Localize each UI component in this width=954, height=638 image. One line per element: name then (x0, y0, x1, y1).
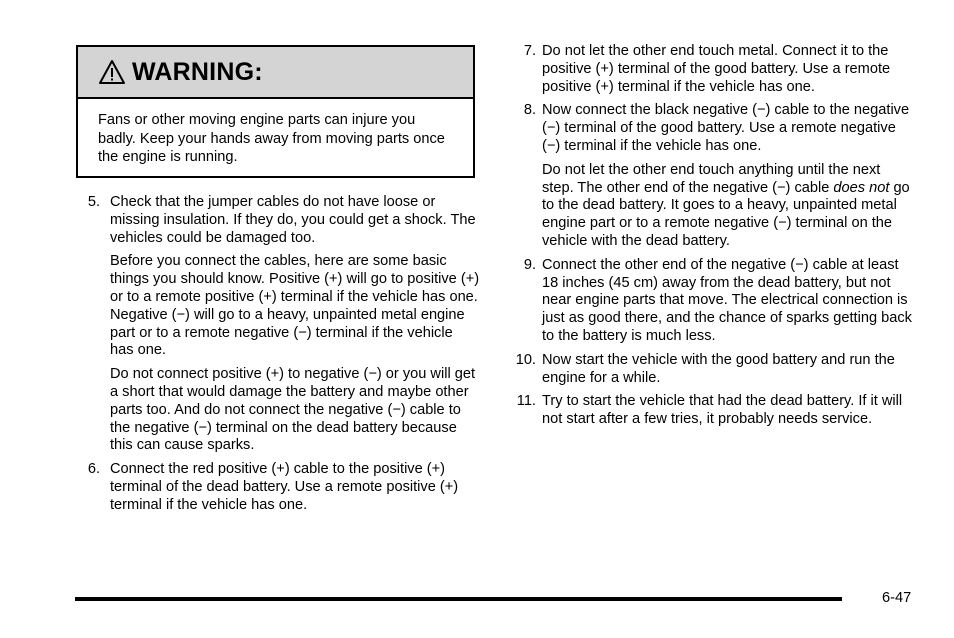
list-item-9 (508, 257, 913, 346)
sub-text: go to the dead battery. It goes to a heavy, unpainted metal engine part or to a remote negative (−) terminal on the vehicle with the dead battery. (542, 179, 910, 249)
item-subparagraph: Do not connect positive (+) to negative (−) or you will get a short that would damage the battery and maybe other parts too. And do not connect the negative (−) cable to the negative (−) terminal on the dead battery because this can cause sparks. (110, 366, 476, 454)
item-text: Check that the jumper cables do not have loose or missing insulation. If they do, you could get a shock. The vehicles could be damaged too. (110, 194, 476, 246)
list-item-8 (508, 102, 913, 250)
list-item-11 (508, 393, 913, 429)
footer-rule (75, 597, 842, 601)
left-column (76, 194, 480, 521)
item-text: Now connect the black negative (−) cable to the negative (−) terminal of the good battery. Use a remote negative (−) terminal if the vehicle has one. (542, 102, 910, 154)
item-text: Do not let the other end touch metal. Connect it to the positive (+) terminal of the good battery. Use a remote positive (+) terminal if the vehicle has one. (542, 43, 891, 95)
item-number: 7. (523, 43, 536, 59)
warning-text: Fans or other moving engine parts can injure you badly. Keep your hands away from moving parts once the engine is running. (98, 112, 445, 165)
item-text: Try to start the vehicle that had the dead battery. If it will not start after a few tries, it probably needs service. (542, 393, 903, 428)
warning-header (78, 47, 473, 99)
sub-text: Do not let the other end touch anything until the next step. The other end of the negative (−) cable (542, 161, 881, 196)
list-item-10 (508, 352, 913, 388)
item-number: 10. (515, 351, 536, 368)
item-number: 5. (87, 194, 100, 210)
item-number: 6. (87, 461, 100, 478)
warning-title: WARNING: (132, 57, 263, 86)
item-text: Connect the red positive (+) cable to the positive (+) terminal of the dead battery. Use a remote positive (+) terminal if the vehicle has one. (110, 461, 459, 513)
item-text: Connect the other end of the negative (−) cable at least 18 inches (45 cm) away from the dead battery, but not near engine parts that move. The electrical connection is just as good there, and the chance of sparks getting back to the battery is much less. (542, 256, 912, 344)
item-number: 11. (516, 393, 536, 410)
list-item-5 (76, 194, 480, 455)
item-subparagraph (542, 162, 913, 251)
warning-triangle-icon (98, 59, 126, 85)
item-text: Now start the vehicle with the good battery and run the engine for a while. (542, 351, 895, 386)
item-subparagraph: Before you connect the cables, here are some basic things you should know. Positive (+) will go to positive (+) or to a remote positive (+) terminal if the vehicle has one. Negative (−) will go to a heavy, unpainted metal engine part or to a remote negative (−) terminal if the vehicle has one. (110, 253, 480, 359)
warning-box (76, 45, 475, 178)
list-item-6 (76, 461, 480, 514)
emphasis-text: does not (833, 179, 890, 196)
item-number: 9. (523, 256, 536, 273)
page-number: 6-47 (882, 590, 912, 606)
right-column (508, 43, 913, 435)
item-number: 8. (523, 102, 536, 119)
list-item-7 (508, 43, 913, 96)
